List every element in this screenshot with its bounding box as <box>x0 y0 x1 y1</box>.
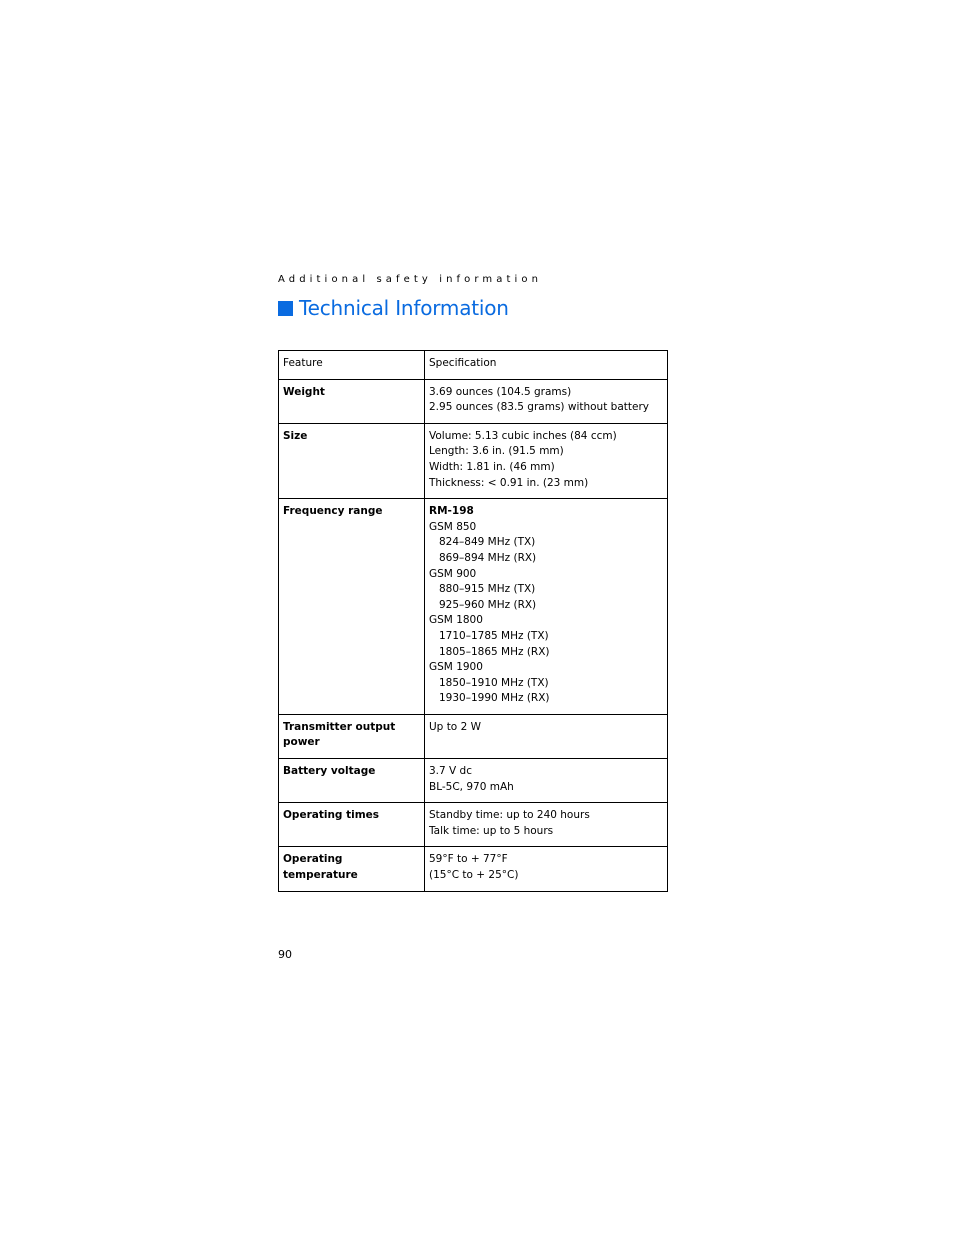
specification-line: 1710–1785 MHz (TX) <box>439 629 549 642</box>
specification-line: 880–915 MHz (TX) <box>439 583 536 596</box>
feature-cell: Operating temperature <box>279 847 425 891</box>
feature-cell: Size <box>279 423 425 498</box>
specification-line: 1850–1910 MHz (TX) <box>439 676 549 689</box>
specification-line: 824–849 MHz (TX) <box>439 536 536 549</box>
specification-cell <box>425 499 668 715</box>
section-title-text: Technical Information <box>299 296 509 320</box>
table-row <box>279 847 668 891</box>
specification-line: 2.95 ounces (83.5 grams) without battery <box>429 401 649 414</box>
specification-cell <box>425 803 668 847</box>
feature-cell: Transmitter output power <box>279 714 425 758</box>
specification-line: 1805–1865 MHz (RX) <box>439 645 550 658</box>
specification-line: 59°F to + 77°F <box>429 853 508 866</box>
specification-line: 869–894 MHz (RX) <box>439 551 537 564</box>
table-row <box>279 759 668 803</box>
specifications-table <box>278 350 668 892</box>
table-row <box>279 499 668 715</box>
specification-cell <box>425 714 668 758</box>
specification-line: Up to 2 W <box>429 720 481 733</box>
feature-cell: Frequency range <box>279 499 425 715</box>
specification-line: GSM 1900 <box>429 661 483 674</box>
specification-line: Width: 1.81 in. (46 mm) <box>429 460 555 473</box>
table-row <box>279 714 668 758</box>
specification-line: RM-198 <box>429 505 474 518</box>
specification-cell <box>425 423 668 498</box>
table-row <box>279 423 668 498</box>
specification-line: 3.69 ounces (104.5 grams) <box>429 385 572 398</box>
specification-line: GSM 1800 <box>429 614 483 627</box>
specification-line: 925–960 MHz (RX) <box>439 598 537 611</box>
specification-line: Volume: 5.13 cubic inches (84 ccm) <box>429 429 617 442</box>
specification-line: 1930–1990 MHz (RX) <box>439 692 550 705</box>
table-row <box>279 379 668 423</box>
specification-cell <box>425 847 668 891</box>
section-title <box>278 296 509 320</box>
column-header-specification: Specification <box>425 351 668 380</box>
running-head: Additional safety information <box>278 274 543 285</box>
table-header-row <box>279 351 668 380</box>
specification-cell <box>425 379 668 423</box>
specification-line: Standby time: up to 240 hours <box>429 809 590 822</box>
feature-cell: Operating times <box>279 803 425 847</box>
specification-line: Thickness: < 0.91 in. (23 mm) <box>429 476 589 489</box>
page-number: 90 <box>278 948 292 961</box>
feature-cell: Battery voltage <box>279 759 425 803</box>
specification-line: GSM 900 <box>429 567 477 580</box>
specification-line: (15°C to + 25°C) <box>429 869 519 882</box>
feature-cell: Weight <box>279 379 425 423</box>
table-row <box>279 803 668 847</box>
specification-line: 3.7 V dc <box>429 765 472 778</box>
specification-cell <box>425 759 668 803</box>
specification-line: GSM 850 <box>429 520 477 533</box>
column-header-feature: Feature <box>279 351 425 380</box>
specification-line: BL-5C, 970 mAh <box>429 780 514 793</box>
specification-line: Talk time: up to 5 hours <box>429 824 554 837</box>
specifications-table-body <box>279 351 668 892</box>
blue-square-bullet-icon <box>278 301 293 316</box>
specification-line: Length: 3.6 in. (91.5 mm) <box>429 445 564 458</box>
